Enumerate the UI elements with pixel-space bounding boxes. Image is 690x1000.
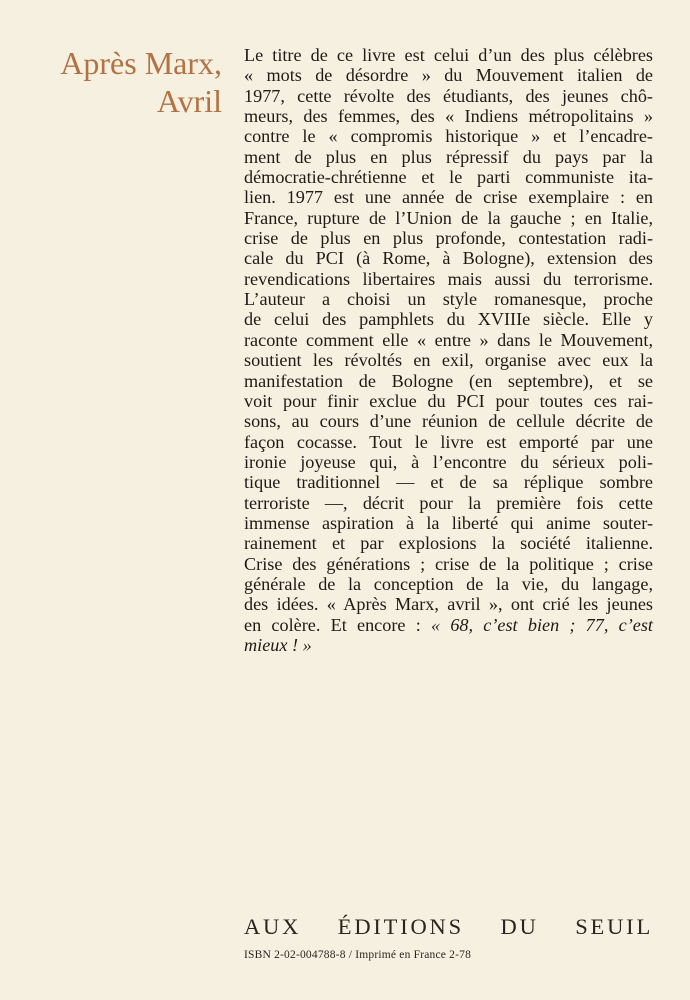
blurb-line: France, rupture de l’Union de la gauche ; en Italie, [244,207,653,228]
blurb-quote: « 68, c’est bien ; 77, c’est [430,614,653,635]
blurb-line: lien. 1977 est une année de crise exemplaire : en [244,187,653,208]
blurb-line: générale de la conception de la vie, du langage, [244,573,653,594]
publisher-name: AUX ÉDITIONS DU SEUIL [244,914,653,939]
back-cover-blurb [244,45,653,655]
blurb-line: « mots de désordre » du Mouvement italien de [244,65,653,86]
blurb-line-with-quote [244,615,653,635]
blurb-line: sons, au cours d’une réunion de cellule décrite de [244,411,653,432]
blurb-line: raconte comment elle « entre » dans le Mouvement, [244,329,653,350]
blurb-line: soutient les révoltés en exil, organise avec eux la [244,350,653,371]
blurb-line: terroriste —, décrit pour la première fois cette [244,492,653,513]
blurb-line: manifestation de Bologne (en septembre), et se [244,370,653,391]
blurb-line: L’auteur a choisi un style romanesque, proche [244,289,653,310]
blurb-line: ironie joyeuse qui, à l’encontre du sérieux poli- [244,451,653,472]
book-title [40,44,222,120]
blurb-line: crise de plus en plus profonde, contestation radi- [244,228,653,249]
blurb-line: rainement et par explosions la société italienne. [244,533,653,554]
blurb-line: contre le « compromis historique » et l’encadre- [244,126,653,147]
blurb-line: voit pour finir exclue du PCI pour toutes ces rai- [244,390,653,411]
blurb-line-last [244,635,653,655]
blurb-line: de celui des pamphlets du XVIIIe siècle. Elle y [244,309,653,330]
title-line-2: Avril [156,83,222,119]
blurb-line: revendications libertaires mais aussi du terrorisme. [244,268,653,289]
blurb-line: immense aspiration à la liberté qui anime souter- [244,512,653,533]
blurb-line: démocratie-chrétienne et le parti communiste ita- [244,167,653,188]
blurb-line: des idées. « Après Marx, avril », ont crié les jeunes [244,594,653,615]
isbn-imprint: ISBN 2-02-004788-8 / Imprimé en France 2-78 [244,949,472,961]
blurb-line: Crise des générations ; crise de la politique ; crise [244,553,653,574]
blurb-line: meurs, des femmes, des « Indiens métropolitains » [244,106,653,127]
blurb-line: façon cocasse. Tout le livre est emporté par une [244,431,653,452]
title-line-1: Après Marx, [60,45,222,81]
blurb-line: tique traditionnel — et de sa réplique sombre [244,472,653,493]
blurb-line: cale du PCI (à Rome, à Bologne), extension des [244,248,653,269]
blurb-line-text: en colère. Et encore : [244,614,431,635]
blurb-quote-end: mieux ! » [244,634,312,655]
blurb-line: ment de plus en plus répressif du pays par la [244,146,653,167]
blurb-line: Le titre de ce livre est celui d’un des plus célèbres [244,45,653,65]
blurb-line: 1977, cette révolte des étudiants, des jeunes chô- [244,85,653,106]
